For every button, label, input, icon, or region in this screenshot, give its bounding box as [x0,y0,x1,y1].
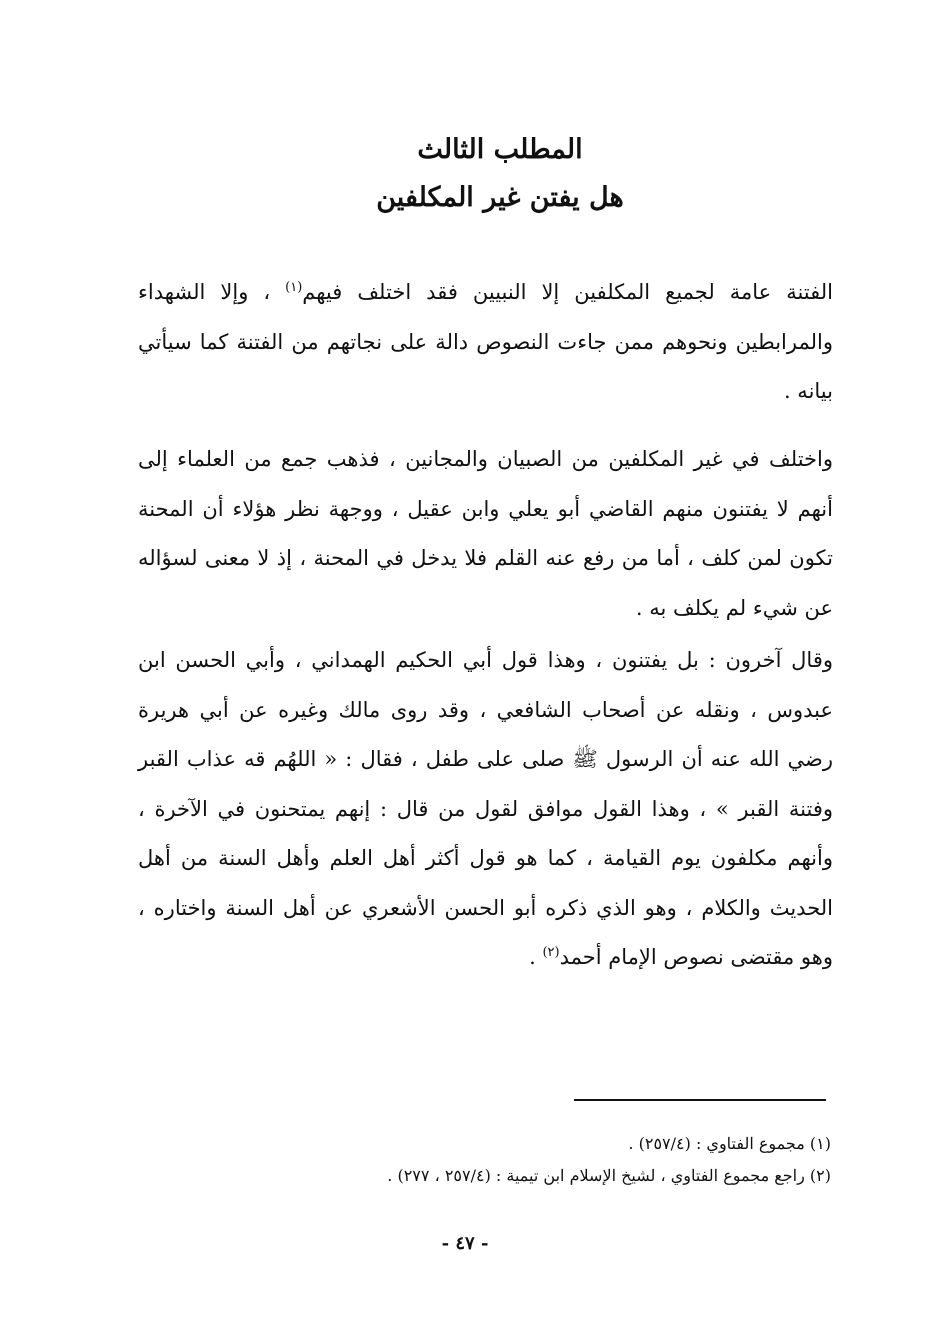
footnote-2: (٢) راجع مجموع الفتاوي ، لشيخ الإسلام ابن تيمية : (٢٥٧/٤ ، ٢٧٧) . [387,1166,831,1185]
paragraph-3-text-a: وقال آخرون : بل يفتنون ، وهذا قول أبي الحكيم الهمداني ، وأبي الحسن ابن عبدوس ، ونقله عن أصحاب الشافعي ، وقد روى مالك وغيره عن أبي هريرة رضي الله عنه أن الرسول ﷺ صلى على طفل ، فقال : « اللهُم قه عذاب القبر وفتنة القبر » ، وهذا القول موافق لقول من قال : إنهم يمتحنون في الآخرة ، وأنهم مكلفون يوم القيامة ، كما هو قول أكثر أهل العلم وأهل السنة من أهل الحديث والكلام ، وهو الذي ذكره أبو الحسن الأشعري عن أهل السنة واختاره ، وهو مقتضى نصوص الإمام أحمد [138,648,833,969]
paragraph-3-text-b: . [529,945,543,969]
footnote-separator [574,1099,826,1101]
paragraph-2: واختلف في غير المكلفين من الصبيان والمجانين ، فذهب جمع من العلماء إلى أنهم لا يفتنون منهم القاضي أبو يعلي وابن عقيل ، ووجهة نظر هؤلاء أن المحنة تكون لمن كلف ، أما من رفع عنه القلم فلا يدخل في المحنة ، إذ لا معنى لسؤاله عن شيء لم يكلف به . [138,447,833,620]
footnote-1: (١) مجموع الفتاوي : (٢٥٧/٤) . [628,1134,831,1153]
section-title: هل يفتن غير المكلفين [376,182,624,213]
footnote-ref-2[interactable]: (٢) [542,945,560,960]
section-heading: المطلب الثالث [417,134,583,165]
footnotes [270,1128,831,1192]
paragraph-3 [138,636,833,983]
paragraph-1-text-a: الفتنة عامة لجميع المكلفين إلا النبيين فقد اختلف فيهم [302,280,833,304]
paragraph-1-text-b: ، وإلا الشهداء والمرابطين ونحوهم ممن جاءت النصوص دالة على نجاتهم من الفتنة كما سيأتي بيانه . [138,280,833,403]
page-number: - ٤٧ - [441,1233,489,1254]
footnote-ref-1[interactable]: (١) [285,280,303,295]
paragraph-1 [138,268,833,417]
